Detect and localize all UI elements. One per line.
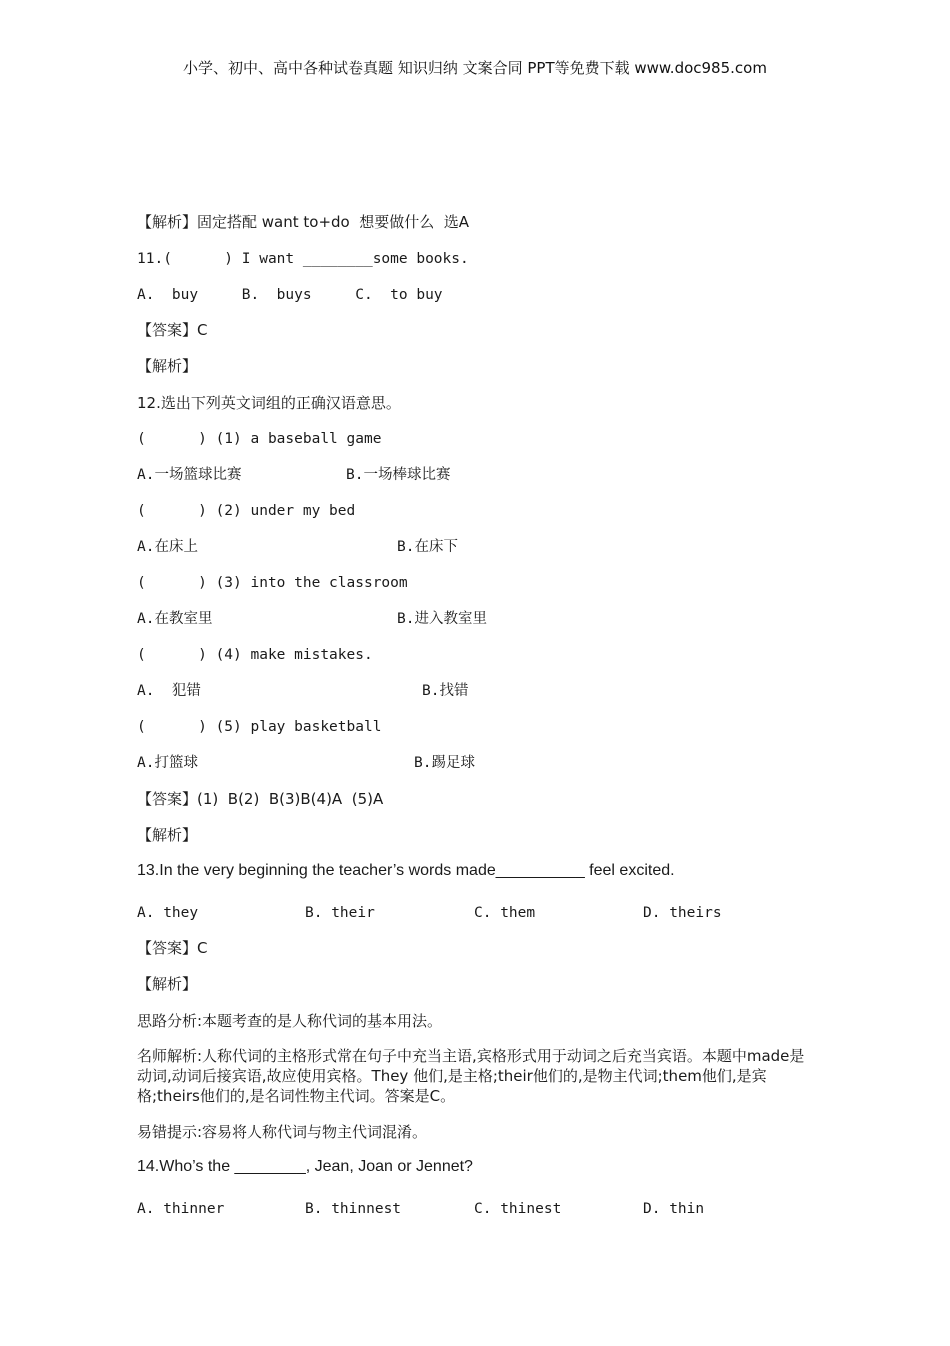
page-header: 小学、初中、高中各种试卷真题 知识归纳 文案合同 PPT等免费下载 www.doc985.com (183, 59, 767, 77)
question-12-4-option-b: B.找错 (422, 683, 469, 699)
question-12-5-option-a: A.打篮球 (137, 755, 198, 771)
answer-13: 【答案】C (137, 939, 208, 957)
question-13-option-d: D. theirs (643, 905, 722, 921)
question-12-3-option-b: B.进入教室里 (397, 611, 487, 627)
question-14-option-c: C. thinest (474, 1201, 562, 1217)
analysis-13-tip: 易错提示:容易将人称代词与物主代词混淆。 (137, 1123, 428, 1141)
question-13-option-c: C. them (474, 905, 536, 921)
question-12-item-1: ( ) (1) a baseball game (137, 431, 382, 447)
analysis-13: 【解析】 (137, 975, 198, 993)
answer-12: 【答案】(1) B(2) B(3)B(4)A (5)A (137, 790, 384, 808)
analysis-13-explanation: 名师解析:人称代词的主格形式常在句子中充当主语,宾格形式用于动词之后充当宾语。本题中made是动词,动词后接宾语,故应使用宾格。They 他们,是主格;their他们的,是物主代词;them他们,是宾格;theirs他们的,是名词性物主代词。答案是C。 (137, 1047, 805, 1105)
question-14-option-d: D. thin (643, 1201, 705, 1217)
question-12-1-option-b: B.一场棒球比赛 (346, 467, 451, 483)
question-12-item-3: ( ) (3) into the classroom (137, 575, 408, 591)
question-14: 14.Who’s the ________, Jean, Joan or Jennet? (137, 1158, 473, 1175)
question-11: 11.( ) I want ________some books. (137, 251, 469, 267)
question-12-item-2: ( ) (2) under my bed (137, 503, 356, 519)
question-12-item-5: ( ) (5) play basketball (137, 719, 382, 735)
analysis-q10: 【解析】固定搭配 want to+do 想要做什么 选A (137, 213, 470, 231)
question-14-option-a: A. thinner (137, 1201, 225, 1217)
answer-11: 【答案】C (137, 321, 208, 339)
question-12-4-option-a: A. 犯错 (137, 683, 201, 699)
question-14-option-b: B. thinnest (305, 1201, 402, 1217)
question-13: 13.In the very beginning the teacher’s words made__________ feel excited. (137, 862, 675, 879)
question-12-1-option-a: A.一场篮球比赛 (137, 467, 242, 483)
question-12-3-option-a: A.在教室里 (137, 611, 213, 627)
question-12-item-4: ( ) (4) make mistakes. (137, 647, 373, 663)
question-13-option-a: A. they (137, 905, 199, 921)
question-13-option-b: B. their (305, 905, 375, 921)
analysis-12: 【解析】 (137, 826, 198, 844)
question-11-options: A. buy B. buys C. to buy (137, 287, 443, 303)
question-12-2-option-b: B.在床下 (397, 539, 458, 555)
question-12-5-option-b: B.踢足球 (414, 755, 475, 771)
question-12-2-option-a: A.在床上 (137, 539, 198, 555)
analysis-13-idea: 思路分析:本题考查的是人称代词的基本用法。 (137, 1012, 443, 1030)
analysis-11: 【解析】 (137, 357, 198, 375)
question-12: 12.选出下列英文词组的正确汉语意思。 (137, 394, 401, 412)
